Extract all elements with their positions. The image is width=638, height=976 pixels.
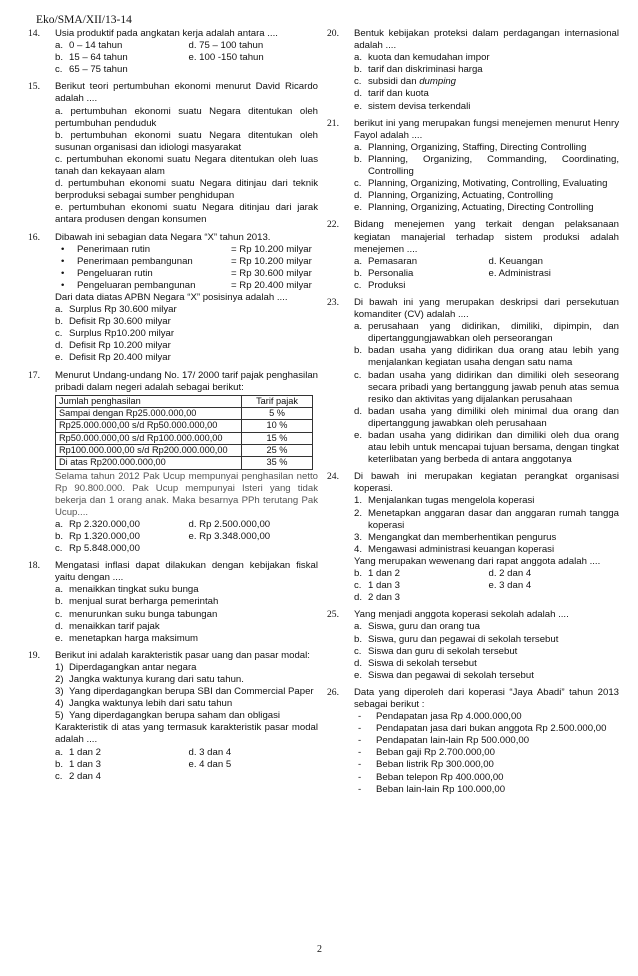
question-16 — [28, 232, 318, 365]
option-text: Produksi — [368, 279, 406, 291]
option-d — [55, 340, 318, 352]
option-c — [55, 771, 185, 783]
option-b: b. pertumbuhan ekonomi suatu Negara ditentukan oleh susunan organisasi dan idiologi masyarakat — [55, 129, 318, 153]
question-17 — [28, 370, 318, 556]
option-d — [55, 621, 318, 633]
data-item — [55, 244, 318, 256]
option-e — [354, 430, 619, 466]
option-letter: c. — [55, 64, 63, 76]
option-text: kuota dan kemudahan impor — [368, 52, 490, 64]
option-letter: a. — [354, 255, 363, 267]
options — [354, 256, 619, 292]
option-c — [55, 328, 318, 340]
option-d: d. Keuangan — [488, 255, 543, 267]
option-text: 1 dan 2 — [368, 568, 401, 580]
item-number: 1) — [55, 661, 64, 673]
dash-icon: - — [358, 747, 362, 759]
option-text: subsidi dan — [368, 76, 420, 88]
option-text: menetapkan harga maksimum — [69, 632, 199, 644]
question-text: berikut ini yang merupakan fungsi menejemen menurut Henry Fayol adalah .... — [354, 117, 619, 141]
option-text: menjual surat berharga pemerintah — [69, 596, 219, 608]
option-d — [354, 658, 619, 670]
options — [55, 40, 318, 76]
item-text: Mengawasi administrasi keuangan koperasi — [368, 543, 555, 555]
item-number: 3) — [55, 686, 64, 698]
option-a — [354, 142, 619, 154]
table-row — [56, 432, 313, 444]
table-row — [56, 408, 313, 420]
option-b — [55, 759, 185, 771]
list-item — [55, 662, 318, 674]
option-b — [55, 52, 185, 64]
option-letter: d. — [55, 620, 64, 632]
option-b — [354, 345, 619, 369]
question-21 — [327, 118, 619, 215]
option-letter: d. — [354, 592, 363, 604]
table-cell: 15 % — [242, 432, 313, 444]
option-e — [55, 352, 318, 364]
table-cell: Rp25.000.000,00 s/d Rp50.000.000,00 — [56, 420, 242, 432]
question-number: 22. — [327, 219, 339, 231]
dash-icon: - — [358, 723, 362, 735]
option-letter: c. — [354, 279, 362, 291]
option-letter: d. — [354, 88, 363, 100]
question-prompt: Yang merupakan wewenang dari rapat anggota adalah .... — [354, 555, 601, 567]
item-text: Jangka waktunya lebih dari satu tahun — [69, 698, 233, 710]
option-letter: c. — [55, 543, 63, 555]
option-text: 1 dan 3 — [368, 580, 401, 592]
option-a — [354, 256, 485, 268]
question-14 — [28, 28, 318, 76]
list-item — [354, 495, 619, 507]
item-text: Beban telepon Rp 400.000,00 — [376, 771, 504, 783]
option-letter: c. — [354, 580, 362, 592]
list-item — [354, 508, 619, 532]
item-text: Pendapatan jasa dari bukan anggota Rp 2.500.000,00 — [376, 723, 607, 735]
option-a: a. pertumbuhan ekonomi suatu Negara ditentukan oleh pertumbuhan penduduk — [55, 105, 318, 129]
table-row — [56, 457, 313, 469]
option-text: Siswa dan pegawai di sekolah tersebut — [368, 669, 534, 681]
question-number: 18. — [28, 560, 40, 572]
bullet-icon: • — [61, 255, 65, 267]
option-b — [55, 316, 318, 328]
option-e: e. 3 dan 4 — [488, 580, 532, 592]
option-letter: a. — [55, 584, 64, 596]
option-text: 1 dan 2 — [69, 746, 102, 758]
table-header: Jumlah penghasilan — [56, 395, 242, 407]
option-text: Planning, Organizing, Actuating, Controlling — [368, 190, 554, 202]
question-number: 20. — [327, 28, 339, 39]
question-18 — [28, 560, 318, 645]
question-text: Bentuk kebijakan proteksi dalam perdagangan internasional adalah .... — [354, 28, 619, 52]
item-text: Mengangkat dan memberhentikan pengurus — [368, 531, 557, 543]
option-letter: b. — [354, 633, 363, 645]
option-e — [354, 670, 619, 682]
option-b — [354, 634, 619, 646]
option-letter: c. — [354, 645, 362, 657]
question-number: 23. — [327, 296, 339, 308]
option-c — [55, 543, 185, 555]
list-item — [354, 544, 619, 556]
option-text: Planning, Organizing, Motivating, Controlling, Evaluating — [368, 178, 608, 190]
data-item — [55, 280, 318, 292]
option-b — [354, 568, 485, 580]
option-a — [354, 621, 619, 633]
data-item — [55, 256, 318, 268]
option-d: d. Rp 2.500.000,00 — [188, 518, 271, 530]
option-c — [354, 76, 619, 88]
option-b — [55, 531, 185, 543]
option-a — [55, 519, 185, 531]
option-d2 — [354, 592, 485, 604]
question-text: Dibawah ini sebagian data Negara “X” tahun 2013. — [55, 231, 271, 243]
options — [55, 519, 318, 555]
option-a — [55, 40, 185, 52]
option-text: menaikkan tarif pajak — [69, 620, 160, 632]
option-text: badan usaha yang didirikan dan dimiliki oleh dua orang atau lebih untuk mencapai tujuan bersama, dengan tingkat keterlibatan yang berbeda di antara anggotanya — [368, 430, 619, 466]
table-cell: Sampai dengan Rp25.000.000,00 — [56, 408, 242, 420]
question-text: Mengatasi inflasi dapat dilakukan dengan kebijakan fiskal yaitu dengan .... — [55, 560, 318, 584]
option-d — [354, 406, 619, 430]
list-item — [354, 759, 619, 771]
tax-rate-table — [55, 395, 313, 470]
item-value: = Rp 20.400 milyar — [231, 279, 312, 291]
question-22 — [327, 219, 619, 292]
option-b — [354, 154, 619, 178]
question-number: 21. — [327, 117, 339, 129]
question-text: Di bawah ini merupakan kegiatan perangkat organisasi koperasi. — [354, 471, 619, 495]
option-text: 2 dan 3 — [368, 592, 401, 604]
option-text-italic: dumping — [419, 76, 457, 88]
option-letter: a. — [354, 621, 363, 633]
question-26 — [327, 687, 619, 796]
option-letter: b. — [55, 758, 64, 770]
option-text: Pemasaran — [368, 255, 418, 267]
option-letter: b. — [55, 52, 64, 64]
document-header: Eko/SMA/XII/13-14 — [36, 14, 132, 26]
option-letter: b. — [354, 64, 363, 76]
option-text: menaikkan tingkat suku bunga — [69, 584, 199, 596]
option-letter: c. — [55, 608, 63, 620]
item-number: 1. — [354, 495, 363, 507]
option-letter: a. — [354, 141, 363, 153]
list-item — [354, 784, 619, 796]
question-prompt: Karakteristik di atas yang termasuk karakteristik pasar modal adalah .... — [55, 722, 318, 746]
option-e: e. Rp 3.348.000,00 — [188, 530, 271, 542]
question-prompt: Dari data diatas APBN Negara “X” posisinya adalah .... — [55, 291, 288, 303]
question-number: 25. — [327, 609, 339, 621]
option-c — [354, 178, 619, 190]
option-letter: b. — [354, 568, 363, 580]
question-number: 16. — [28, 231, 40, 243]
item-text: Yang diperdagangkan berupa SBI dan Commercial Paper — [69, 686, 314, 698]
option-letter: d. — [354, 657, 363, 669]
option-text: Rp 5.848.000,00 — [69, 543, 140, 555]
question-text: Bidang menejemen yang terkait dengan pelaksanaan kegiatan manajerial terhadap sistem produksi adalah menejemen .... — [354, 219, 619, 255]
option-letter: a. — [354, 52, 363, 64]
option-a — [354, 52, 619, 64]
option-letter: b. — [354, 153, 363, 165]
option-letter: e. — [354, 669, 363, 681]
dash-icon: - — [358, 735, 362, 747]
item-text: Menjalankan tugas mengelola koperasi — [368, 495, 535, 507]
list-item — [354, 723, 619, 735]
option-text: 0 – 14 tahun — [69, 40, 123, 52]
option-c — [55, 609, 318, 621]
item-label: Penerimaan rutin — [77, 243, 151, 255]
option-a — [354, 321, 619, 345]
item-text: Menetapkan anggaran dasar dan anggaran rumah tangga koperasi — [368, 507, 619, 531]
question-text: Berikut ini adalah karakteristik pasar uang dan pasar modal: — [55, 649, 310, 661]
question-24 — [327, 471, 619, 604]
left-column — [28, 28, 318, 788]
item-text: Diperdagangkan antar negara — [69, 661, 197, 673]
option-letter: c. — [55, 770, 63, 782]
option-letter: b. — [55, 530, 64, 542]
option-e: e. 4 dan 5 — [188, 758, 232, 770]
question-number: 14. — [28, 28, 40, 39]
question-25 — [327, 609, 619, 682]
question-text: Berikut teori pertumbuhan ekonomi menurut David Ricardo adalah .... — [55, 81, 318, 105]
option-b — [55, 596, 318, 608]
option-letter: d. — [354, 190, 363, 202]
item-label: Penerimaan pembangunan — [77, 255, 193, 267]
option-letter: b. — [55, 596, 64, 608]
bullet-icon: • — [61, 267, 65, 279]
list-item — [354, 711, 619, 723]
option-c: c. pertumbuhan ekonomi suatu Negara ditentukan oleh luas tanah dan kekayaan alam — [55, 153, 318, 178]
question-number: 19. — [28, 649, 40, 661]
option-letter: a. — [55, 746, 64, 758]
question-text: Yang menjadi anggota koperasi sekolah adalah .... — [354, 609, 569, 621]
table-cell: 10 % — [242, 420, 313, 432]
option-a — [55, 304, 318, 316]
option-b — [354, 268, 485, 280]
option-text: badan usaha yang didirikan dan dimiliki oleh seseorang secara pribadi yang bertanggung jawab penuh atas semua resiko dan aktivitas yang dijalankan perusahaan — [368, 369, 619, 405]
option-text: Rp 2.320.000,00 — [69, 518, 140, 530]
table-header-row — [56, 395, 313, 407]
option-e: e. pertumbuhan ekonomi suatu Negara ditinjau dari jarak antara produsen dengan konsumen — [55, 202, 318, 226]
option-letter: d. — [55, 340, 64, 352]
dash-icon: - — [358, 783, 362, 795]
bullet-icon: • — [61, 279, 65, 291]
question-number: 17. — [28, 369, 40, 381]
item-text: Jangka waktunya kurang dari satu tahun. — [69, 674, 244, 685]
option-text: tarif dan diskriminasi harga — [368, 64, 483, 76]
item-number: 2. — [354, 507, 363, 519]
option-a — [55, 584, 318, 596]
option-letter: b. — [55, 316, 64, 328]
item-number: 5) — [55, 710, 64, 722]
table-cell: Rp100.000.000,00 s/d Rp200.000.000,00 — [56, 444, 242, 456]
option-d — [354, 190, 619, 202]
item-value: = Rp 30.600 milyar — [231, 267, 312, 279]
dash-icon: - — [358, 711, 362, 723]
item-number: 4. — [354, 543, 363, 555]
option-d — [354, 88, 619, 100]
bullet-icon: • — [61, 243, 65, 255]
option-text: Defisit Rp 10.200 milyar — [69, 340, 171, 352]
option-e: e. 100 -150 tahun — [188, 52, 264, 64]
table-cell: 35 % — [242, 457, 313, 469]
option-text: tarif dan kuota — [368, 88, 429, 100]
page-number: 2 — [317, 944, 322, 955]
option-text: Siswa di sekolah tersebut — [368, 657, 477, 669]
option-e — [55, 633, 318, 645]
option-text: 2 dan 4 — [69, 770, 102, 782]
option-c — [354, 280, 485, 292]
item-text: Beban listrik Rp 300.000,00 — [376, 759, 494, 771]
options — [354, 568, 619, 604]
question-text: Data yang diperoleh dari koperasi “Jaya Abadi” tahun 2013 sebagai berikut : — [354, 686, 619, 710]
table-row — [56, 444, 313, 456]
option-text: 1 dan 3 — [69, 758, 102, 770]
option-c — [55, 64, 185, 76]
option-e — [354, 202, 619, 214]
item-number: 4) — [55, 698, 64, 710]
question-23 — [327, 297, 619, 466]
item-value: = Rp 10.200 milyar — [231, 255, 312, 267]
question-20 — [327, 28, 619, 113]
table-cell: Di atas Rp200.000.000,00 — [56, 457, 242, 469]
data-item — [55, 268, 318, 280]
option-letter: a. — [55, 518, 64, 530]
option-text: sistem devisa terkendali — [368, 100, 471, 112]
option-text: Siswa, guru dan pegawai di sekolah tersebut — [368, 633, 559, 645]
question-19 — [28, 650, 318, 783]
right-column — [327, 28, 619, 801]
item-text: Yang diperdagangkan berupa saham dan obligasi — [69, 710, 281, 722]
option-text: Rp 1.320.000,00 — [69, 530, 140, 542]
list-item — [55, 686, 318, 698]
option-letter: e. — [55, 632, 64, 644]
item-number: 2) — [55, 674, 64, 685]
list-item — [354, 747, 619, 759]
option-d: d. pertumbuhan ekonomi suatu Negara ditinjau dari teknik berproduksi sebagai sumber penghidupan — [55, 178, 318, 202]
option-text: Siswa dan guru di sekolah tersebut — [368, 645, 518, 657]
option-text: Defisit Rp 30.600 milyar — [69, 316, 171, 328]
option-text: Siswa, guru dan orang tua — [368, 621, 481, 633]
list-item — [55, 674, 318, 686]
question-text: Usia produktif pada angkatan kerja adalah antara .... — [55, 28, 278, 39]
option-letter: c. — [354, 178, 362, 190]
question-text: Menurut Undang-undang No. 17/ 2000 tarif pajak penghasilan pribadi dalam negeri adalah sebagai berikut: — [55, 369, 318, 393]
option-letter: e. — [354, 430, 363, 441]
option-letter: a. — [354, 321, 363, 333]
option-a — [55, 747, 185, 759]
option-letter: c. — [55, 328, 63, 340]
item-text: Beban lain-lain Rp 100.000,00 — [376, 783, 506, 795]
item-text: Pendapatan lain-lain Rp 500.000,00 — [376, 735, 530, 747]
table-header: Tarif pajak — [242, 395, 313, 407]
option-text: Planning, Organizing, Actuating, Directing Controlling — [368, 202, 594, 214]
option-text: menurunkan suku bunga tabungan — [69, 608, 218, 620]
option-text: 15 – 64 tahun — [69, 52, 128, 64]
option-letter: b. — [354, 345, 363, 357]
table-row — [56, 420, 313, 432]
question-15 — [28, 81, 318, 226]
question-story: Selama tahun 2012 Pak Ucup mempunyai penghasilan netto Rp 90.800.000. Pak Ucup mempunyai Isteri yang tidak bekerja dan 1 orang anak. Maka besarnya PPh terutang Pak Ucup.... — [55, 470, 318, 518]
option-letter: a. — [55, 40, 64, 52]
item-number: 3. — [354, 531, 363, 543]
option-letter: c. — [354, 369, 362, 381]
option-text: badan usaha yang dimiliki oleh minimal dua orang dan dipertanggung jawabkan oleh perusahaan — [368, 405, 619, 429]
item-label: Pengeluaran pembangunan — [77, 279, 196, 291]
option-b — [354, 64, 619, 76]
list-item — [55, 710, 318, 722]
list-item — [354, 532, 619, 544]
question-text: Di bawah ini yang merupakan deskripsi dari persekutuan komanditer (CV) adalah .... — [354, 296, 619, 321]
option-c — [354, 580, 485, 592]
option-text: Surplus Rp10.200 milyar — [69, 328, 175, 340]
option-letter: d. — [354, 405, 363, 417]
option-d: d. 75 – 100 tahun — [188, 40, 264, 52]
item-text: Pendapatan jasa Rp 4.000.000,00 — [376, 711, 522, 723]
option-letter: a. — [55, 304, 64, 316]
question-number: 24. — [327, 471, 339, 483]
option-c — [354, 646, 619, 658]
option-e: e. Administrasi — [488, 267, 551, 279]
option-d: d. 2 dan 4 — [488, 568, 532, 580]
question-number: 26. — [327, 686, 339, 698]
question-number: 15. — [28, 81, 40, 93]
option-letter: e. — [354, 100, 363, 112]
item-label: Pengeluaran rutin — [77, 267, 153, 279]
option-text: Personalia — [368, 267, 414, 279]
item-value: = Rp 10.200 milyar — [231, 243, 312, 255]
table-cell: Rp50.000.000,00 s/d Rp100.000.000,00 — [56, 432, 242, 444]
option-c — [354, 370, 619, 406]
option-letter: c. — [354, 76, 362, 88]
option-letter: b. — [354, 267, 363, 279]
option-text: Defisit Rp 20.400 milyar — [69, 352, 171, 364]
list-item — [354, 772, 619, 784]
list-item — [55, 698, 318, 710]
table-cell: 5 % — [242, 408, 313, 420]
option-letter: e. — [354, 202, 363, 214]
options — [55, 747, 318, 783]
list-item — [354, 735, 619, 747]
dash-icon: - — [358, 771, 362, 783]
option-text: 65 – 75 tahun — [69, 64, 128, 76]
option-text: badan usaha yang didirikan dua orang atau lebih yang menjalankan kegiatan usaha dengan satu nama — [368, 345, 619, 369]
option-letter: e. — [55, 352, 64, 364]
option-text: Surplus Rp 30.600 milyar — [69, 304, 177, 316]
item-text: Beban gaji Rp 2.700.000,00 — [376, 747, 495, 759]
option-text: Planning, Organizing, Staffing, Directing Controlling — [368, 141, 587, 153]
option-text: perusahaan yang didirikan, dimiliki, dipimpin, dan dipertanggungjawabkan oleh perseorangan — [368, 321, 619, 345]
dash-icon: - — [358, 759, 362, 771]
option-e — [354, 101, 619, 113]
table-cell: 25 % — [242, 444, 313, 456]
option-d: d. 3 dan 4 — [188, 746, 232, 758]
option-text: Planning, Organizing, Commanding, Coordinating, Controlling — [368, 153, 619, 178]
